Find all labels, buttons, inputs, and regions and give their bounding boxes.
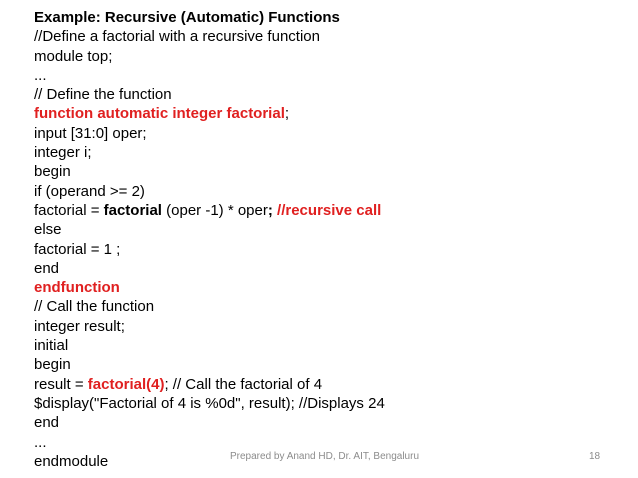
page-number: 18 bbox=[589, 451, 601, 462]
code-line: module top; bbox=[34, 47, 113, 65]
recursive-call-name: factorial bbox=[103, 201, 162, 219]
code-line: factorial = 1 ; bbox=[34, 240, 121, 258]
recursive-call-comment: //recursive call bbox=[277, 201, 382, 219]
endfunction-keyword: endfunction bbox=[34, 279, 120, 297]
code-line bbox=[34, 201, 614, 220]
slide-footer: Prepared by Anand HD, Dr. AIT, Bengaluru bbox=[230, 451, 419, 462]
code-text: ; bbox=[267, 201, 278, 219]
function-declaration: function automatic integer factorial bbox=[34, 105, 285, 123]
code-line: integer i; bbox=[34, 144, 92, 162]
code-line: else bbox=[34, 221, 62, 239]
code-line bbox=[34, 104, 614, 123]
code-block bbox=[34, 8, 614, 471]
code-line: if (operand >= 2) bbox=[34, 182, 145, 200]
code-text: ; // Call the factorial of 4 bbox=[164, 375, 323, 393]
code-line: $display("Factorial of 4 is %0d", result); //Displays 24 bbox=[34, 394, 385, 412]
slide-title: Example: Recursive (Automatic) Functions bbox=[34, 9, 340, 26]
code-text: factorial = bbox=[34, 201, 104, 219]
code-line: initial bbox=[34, 337, 69, 355]
code-line: ... bbox=[34, 433, 47, 451]
code-line: // Define the function bbox=[34, 86, 172, 104]
code-text: (oper -1) * oper bbox=[161, 201, 268, 219]
code-line: input [31:0] oper; bbox=[34, 124, 147, 142]
code-line: end bbox=[34, 414, 60, 432]
code-line: endmodule bbox=[34, 452, 109, 470]
code-line: ... bbox=[34, 66, 47, 84]
factorial-call: factorial(4) bbox=[87, 375, 165, 393]
code-line bbox=[34, 375, 614, 394]
code-line: begin bbox=[34, 356, 71, 374]
code-text: ; bbox=[284, 105, 290, 123]
code-line: // Call the function bbox=[34, 298, 155, 316]
code-line: integer result; bbox=[34, 317, 125, 335]
code-line: begin bbox=[34, 163, 71, 181]
code-line: end bbox=[34, 259, 60, 277]
code-text: result = bbox=[34, 375, 88, 393]
code-line: //Define a factorial with a recursive function bbox=[34, 28, 320, 46]
